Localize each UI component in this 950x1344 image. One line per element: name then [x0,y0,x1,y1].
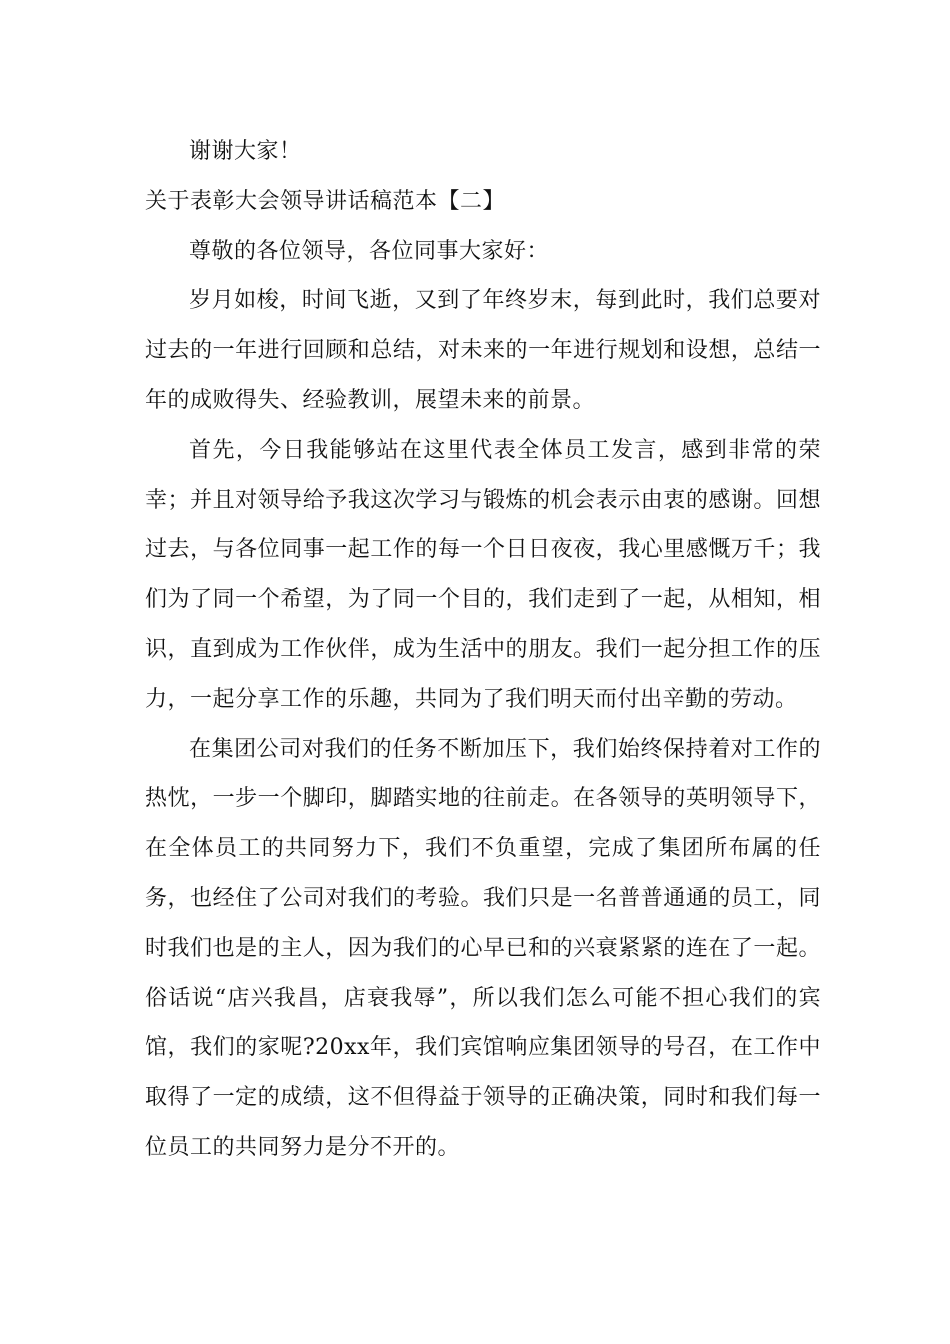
body-paragraph: 首先，今日我能够站在这里代表全体员工发言，感到非常的荣幸；并且对领导给予我这次学习与锻炼的机会表示由衷的感谢。回想过去，与各位同事一起工作的每一个日日夜夜，我心里感慨万千；我们为了同一个希望，为了同一个目的，我们走到了一起，从相知，相识，直到成为工作伙伴，成为生活中的朋友。我们一起分担工作的压力，一起分享工作的乐趣，共同为了我们明天而付出辛勤的劳动。 [145,437,821,712]
closing-line: 谢谢大家！ [189,139,302,164]
body-paragraph: 岁月如梭，时间飞逝，又到了年终岁末，每到此时，我们总要对过去的一年进行回顾和总结，对未来的一年进行规划和设想，总结一年的成败得失、经验教训，展望未来的前景。 [145,288,821,413]
document-body [145,127,821,1173]
section-title: 关于表彰大会领导讲话稿范本【二】 [145,188,506,214]
salutation-paragraph: 尊敬的各位领导，各位同事大家好： [189,238,550,264]
body-paragraph: 在集团公司对我们的任务不断加压下，我们始终保持着对工作的热忱，一步一个脚印，脚踏实地的往前走。在各领导的英明领导下，在全体员工的共同努力下，我们不负重望，完成了集团所布属的任务，也经住了公司对我们的考验。我们只是一名普普通通的员工，同时我们也是的主人，因为我们的心早已和的兴衰紧紧的连在了一起。俗话说“店兴我昌，店衰我辱”，所以我们怎么可能不担心我们的宾馆，我们的家呢?20xx年，我们宾馆响应集团领导的号召，在工作中取得了一定的成绩，这不但得益于领导的正确决策，同时和我们每一位员工的共同努力是分不开的。 [145,736,821,1160]
